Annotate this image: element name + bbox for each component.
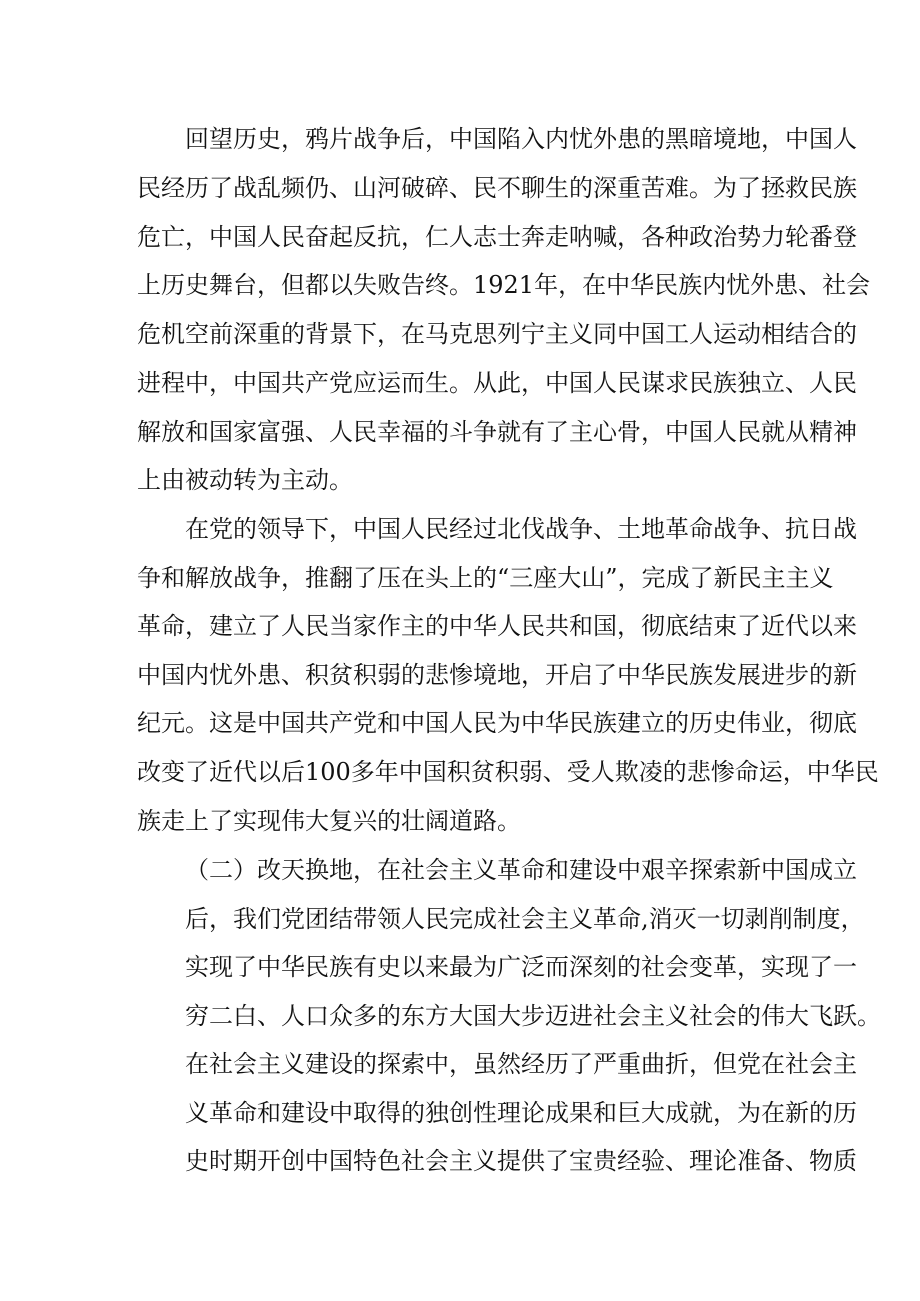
text-line: 在社会主义建设的探索中，虽然经历了严重曲折，但党在社会主 (185, 1050, 857, 1078)
text-line: 穷二白、人口众多的东方大国大步迈进社会主义社会的伟大飞跃。 (185, 1002, 881, 1030)
text-line: 进程中，中国共产党应运而生。从此，中国人民谋求民族独立、人民 (137, 369, 857, 397)
text-line: 上历史舞台，但都以失败告终。1921年，在中华民族内忧外患、社会 (137, 271, 871, 299)
text-line: 中国内忧外患、积贫积弱的悲惨境地，开启了中华民族发展进步的新 (137, 661, 857, 689)
text-line: 改变了近代以后100多年中国积贫积弱、受人欺凌的悲惨命运，中华民 (137, 758, 879, 786)
text-line: 实现了中华民族有史以来最为广泛而深刻的社会变革，实现了一 (185, 953, 857, 981)
text-line: 后，我们党团结带领人民完成社会主义革命,消灭一切剥削制度， (185, 905, 865, 933)
text-line: 纪元。这是中国共产党和中国人民为中华民族建立的历史伟业，彻底 (137, 709, 857, 737)
text-line: （二）改天换地，在社会主义革命和建设中艰辛探索新中国成立 (185, 856, 857, 884)
text-line: 解放和国家富强、人民幸福的斗争就有了主心骨，中国人民就从精神 (137, 418, 857, 446)
text-line: 上由被动转为主动。 (137, 466, 353, 494)
text-line: 史时期开创中国特色社会主义提供了宝贵经验、理论准备、物质 (185, 1147, 857, 1175)
text-line: 回望历史，鸦片战争后，中国陷入内忧外患的黑暗境地，中国人 (185, 125, 857, 153)
text-line: 危机空前深重的背景下，在马克思列宁主义同中国工人运动相结合的 (137, 320, 857, 348)
text-line: 争和解放战争，推翻了压在头上的“三座大山”，完成了新民主主义 (137, 564, 834, 592)
text-line: 革命，建立了人民当家作主的中华人民共和国，彻底结束了近代以来 (137, 612, 857, 640)
text-line: 民经历了战乱频仍、山河破碎、民不聊生的深重苦难。为了拯救民族 (137, 174, 857, 202)
text-line: 在党的领导下，中国人民经过北伐战争、土地革命战争、抗日战 (185, 515, 857, 543)
text-line: 义革命和建设中取得的独创性理论成果和巨大成就，为在新的历 (185, 1099, 857, 1127)
text-line: 危亡，中国人民奋起反抗，仁人志士奔走呐喊，各种政治势力轮番登 (137, 223, 857, 251)
text-line: 族走上了实现伟大复兴的壮阔道路。 (137, 807, 521, 835)
